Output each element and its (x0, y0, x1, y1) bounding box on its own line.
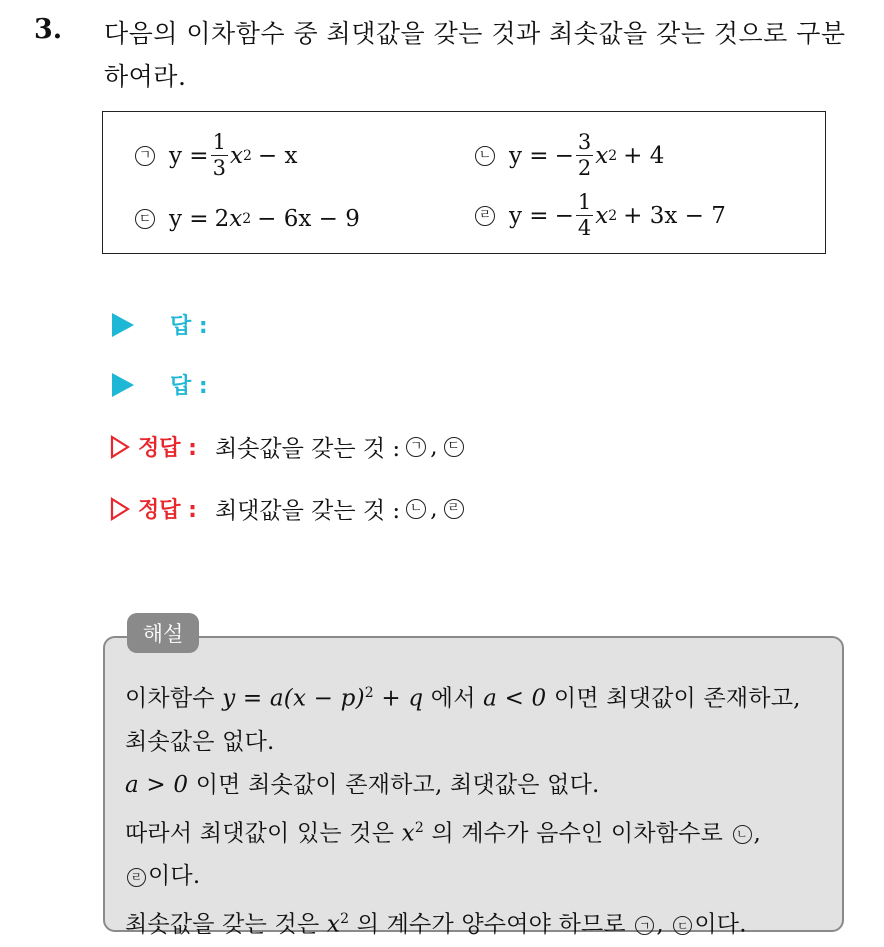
separator: , (430, 495, 438, 522)
solution-line (125, 807, 830, 856)
answer-row-1 (112, 309, 208, 340)
circled-mark: ㄹ (475, 206, 495, 226)
fraction-numerator: 1 (577, 190, 592, 214)
text: 이면 최댓값이 존재하고, (553, 685, 801, 712)
separator: , (656, 911, 664, 938)
key-row-1 (110, 430, 468, 463)
condition: a < 0 (483, 685, 547, 712)
circled-mark: ㄴ (475, 146, 495, 166)
circled-mark: ㄷ (135, 209, 155, 229)
choices-box (102, 111, 826, 254)
fraction-denominator: 2 (577, 156, 592, 180)
circled-mark: ㄹ (444, 499, 464, 519)
choice-rest: − 6x − 9 (257, 206, 360, 232)
circled-mark: ㄱ (406, 437, 426, 457)
key-label: 정답 : (138, 498, 197, 523)
question-text: 다음의 이차함수 중 최댓값을 갖는 것과 최솟값을 갖는 것으로 구분하여라. (104, 19, 846, 91)
choice-rest: − x (257, 142, 298, 169)
exponent: 2 (242, 147, 252, 164)
answer-row-2 (112, 369, 208, 400)
variable: x (595, 142, 609, 169)
solution-line (125, 764, 830, 807)
question-number: 3. (34, 14, 63, 45)
key-label: 정답 : (138, 436, 197, 461)
solution-line (125, 855, 830, 898)
choice-rest: + 4 (623, 142, 665, 169)
formula: y = a(x − p) (222, 685, 365, 712)
fraction-denominator: 4 (577, 216, 592, 240)
fraction (211, 132, 228, 179)
circled-mark: ㄴ (733, 825, 752, 844)
key-description: 최댓값을 갖는 것 : (214, 498, 401, 524)
exponent: 2 (608, 207, 618, 224)
solution-line: 최솟값은 없다. (125, 728, 275, 755)
solution-line (125, 672, 830, 721)
text: 의 계수가 음수인 이차함수로 (431, 820, 724, 847)
circled-mark: ㄴ (406, 499, 426, 519)
text: 에서 (430, 685, 476, 712)
variable: x (595, 202, 609, 229)
fraction (576, 192, 593, 239)
variable: x (229, 142, 243, 169)
fraction-numerator: 1 (212, 130, 226, 154)
choice-lhs: y = (509, 202, 549, 229)
triangle-icon (112, 373, 134, 397)
answer-label: 답 : (170, 314, 208, 339)
text: 이다. (148, 863, 201, 890)
variable: x (229, 206, 243, 232)
triangle-icon (112, 313, 134, 337)
separator: , (753, 820, 762, 847)
key-text (215, 492, 468, 525)
text: 최솟값을 갖는 것은 (125, 911, 320, 938)
minus-sign: − (554, 202, 574, 229)
formula: + q (381, 685, 424, 712)
variable: x (326, 911, 341, 938)
separator: , (430, 433, 438, 460)
exponent: 2 (364, 685, 374, 701)
exponent: 2 (414, 819, 424, 836)
choice-lhs: y = (169, 142, 209, 169)
solution-line (125, 898, 830, 947)
choice-2 (475, 132, 664, 179)
circled-mark: ㄱ (135, 146, 155, 166)
variable: x (401, 820, 415, 847)
circled-mark: ㄷ (673, 916, 692, 935)
coefficient: 2 (214, 206, 230, 232)
exponent: 2 (608, 147, 618, 164)
fraction-numerator: 3 (577, 130, 592, 154)
solution-tag: 해설 (127, 613, 199, 653)
choice-lhs: y = (169, 206, 209, 232)
circled-mark: ㄹ (127, 868, 146, 887)
fraction (576, 132, 593, 179)
solution-text (125, 672, 830, 947)
circled-mark: ㄱ (635, 916, 654, 935)
choice-1 (135, 132, 297, 179)
key-row-2 (110, 492, 468, 525)
text: 이차함수 (125, 685, 215, 712)
answer-label: 답 : (170, 374, 208, 399)
outline-triangle-icon (110, 497, 130, 521)
choice-rest: + 3x − 7 (623, 202, 726, 229)
minus-sign: − (554, 142, 574, 169)
exponent: 2 (242, 211, 252, 227)
exponent: 2 (340, 911, 350, 928)
choice-lhs: y = (509, 142, 549, 169)
outline-triangle-icon (110, 435, 130, 459)
text: 이면 최솟값이 존재하고, 최댓값은 없다. (195, 771, 600, 798)
key-description: 최솟값을 갖는 것 : (214, 436, 401, 462)
text: 따라서 최댓값이 있는 것은 (125, 820, 395, 847)
circled-mark: ㄷ (444, 437, 464, 457)
choice-4 (475, 192, 726, 239)
text: 이다. (694, 911, 747, 938)
text: 의 계수가 양수여야 하므로 (356, 911, 626, 938)
condition: a > 0 (125, 771, 189, 798)
key-text (215, 430, 468, 463)
choice-3 (135, 206, 360, 232)
fraction-denominator: 3 (212, 156, 226, 180)
